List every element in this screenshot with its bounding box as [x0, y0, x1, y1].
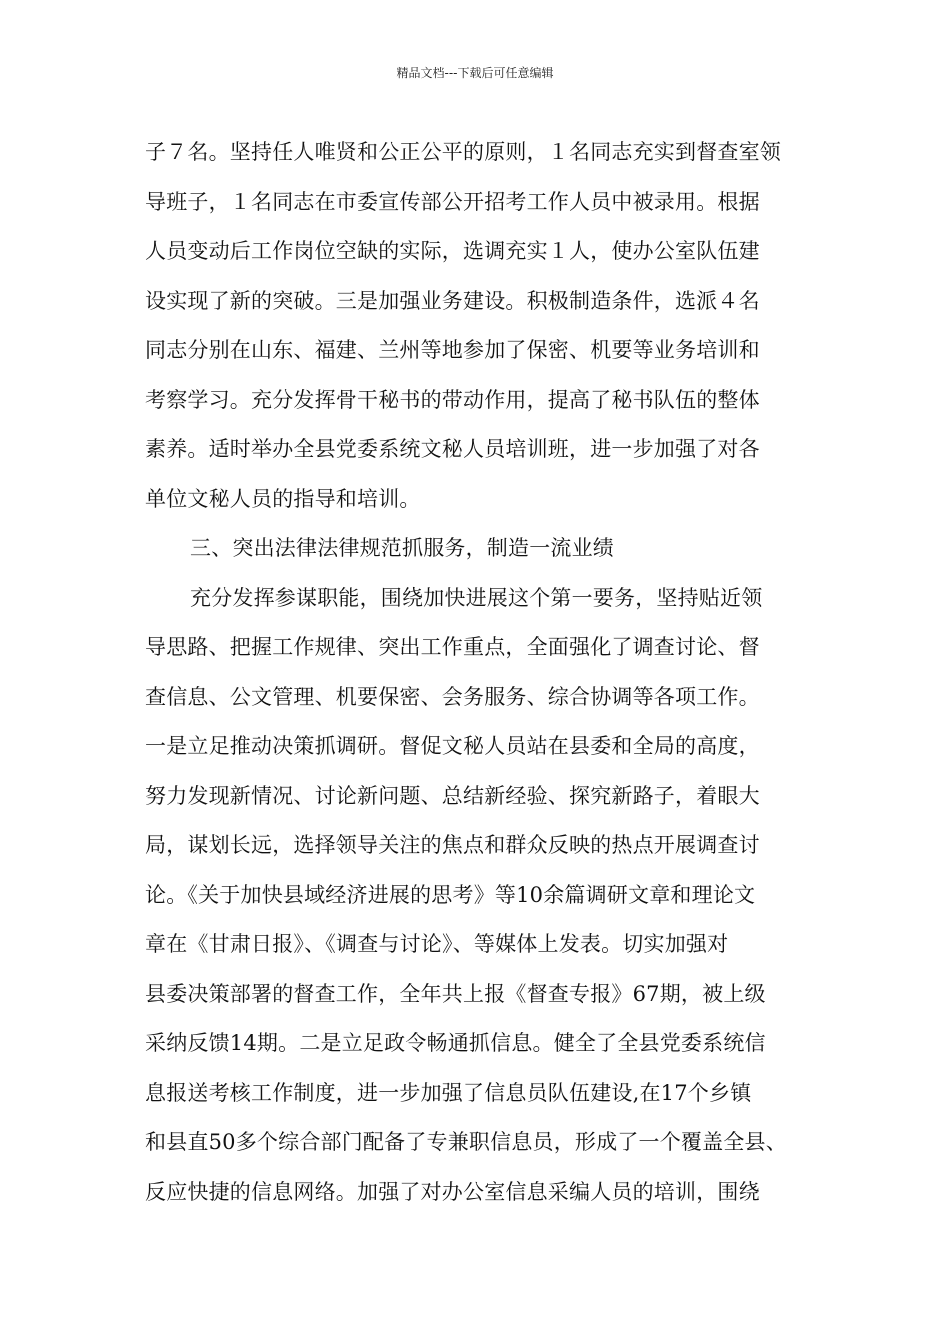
text-line: 和县直50多个综合部门配备了专兼职信息员，形成了一个覆盖全县、 — [145, 1130, 787, 1154]
text-line: 导班子，１名同志在市委宣传部公开招考工作人员中被录用。根据 — [145, 190, 760, 214]
text-line: 采纳反馈14期。二是立足政令畅通抓信息。健全了全县党委系统信 — [145, 1031, 766, 1055]
text-line: 素养。适时举办全县党委系统文秘人员培训班，进一步加强了对各 — [145, 437, 760, 461]
text-line: 一是立足推动决策抓调研。督促文秘人员站在县委和全局的高度， — [145, 734, 760, 758]
text-line: 同志分别在山东、福建、兰州等地参加了保密、机要等业务培训和 — [145, 338, 760, 362]
text-line: 论。《关于加快县域经济进展的思考》等10余篇调研文章和理论文 — [145, 883, 756, 907]
text-line: 人员变动后工作岗位空缺的实际，选调充实１人，使办公室队伍建 — [145, 239, 760, 263]
text-line: 息报送考核工作制度，进一步加强了信息员队伍建设,在17个乡镇 — [145, 1081, 752, 1105]
text-line: 章在《甘肃日报》、《调查与讨论》、等媒体上发表。切实加强对 — [145, 932, 729, 956]
text-line: 单位文秘人员的指导和培训。 — [145, 487, 421, 511]
text-line: 努力发现新情况、讨论新问题、总结新经验、探究新路子，着眼大 — [145, 784, 760, 808]
section-heading: 三、突出法律法律规范抓服务，制造一流业绩 — [190, 536, 614, 560]
text-line: 查信息、公文管理、机要保密、会务服务、综合协调等各项工作。 — [145, 685, 760, 709]
text-line: 设实现了新的突破。三是加强业务建设。积极制造条件，选派４名 — [145, 289, 760, 313]
text-line: 县委决策部署的督查工作，全年共上报《督查专报》67期，被上级 — [145, 982, 766, 1006]
text-line: 局，谋划长远，选择领导关注的焦点和群众反映的热点开展调查讨 — [145, 833, 760, 857]
text-line: 导思路、把握工作规律、突出工作重点，全面强化了调查讨论、督 — [145, 635, 760, 659]
text-line: 子７名。坚持任人唯贤和公正公平的原则，１名同志充实到督查室领 — [145, 140, 781, 164]
text-line: 考察学习。充分发挥骨干秘书的带动作用，提高了秘书队伍的整体 — [145, 388, 760, 412]
page-header: 精品文档---下载后可任意编辑 — [396, 66, 554, 80]
text-line: 反应快捷的信息网络。加强了对办公室信息采编人员的培训，围绕 — [145, 1180, 760, 1204]
paragraph-first-line: 充分发挥参谋职能，围绕加快进展这个第一要务，坚持贴近领 — [190, 586, 763, 610]
